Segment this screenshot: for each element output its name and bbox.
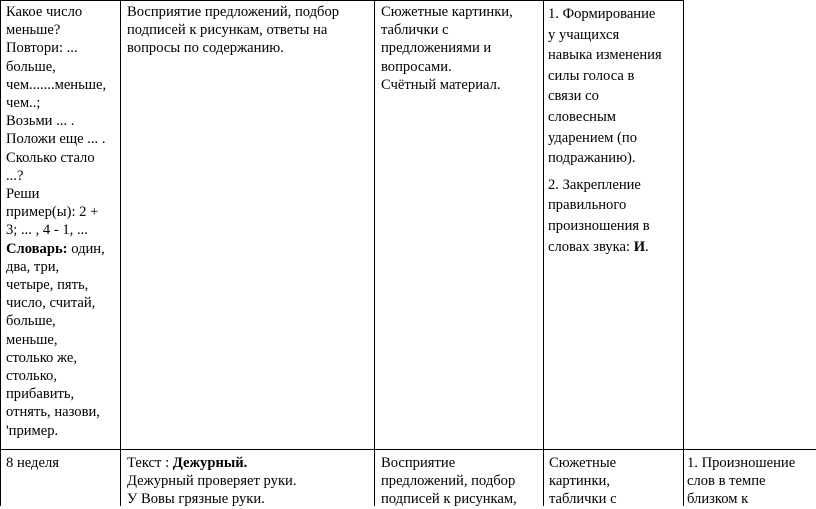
- goal-item-2: [548, 175, 680, 257]
- row2-col2-cell: [127, 454, 367, 509]
- text-prefix: Текст :: [127, 455, 173, 471]
- text-line: чем..;: [6, 95, 41, 112]
- text-line: предложений, подбор: [381, 473, 516, 490]
- text-line: вопросы по содержанию.: [127, 40, 284, 57]
- column-divider-4: [683, 0, 684, 506]
- text-line: Сюжетные: [549, 455, 617, 471]
- row1-col1-cell: [6, 3, 118, 440]
- table-left-border: [0, 0, 1, 506]
- vocabulary-line: столько,: [6, 368, 57, 385]
- vocabulary-label: Словарь:: [6, 240, 68, 257]
- vocabulary-first-word: один,: [67, 240, 105, 257]
- text-line: Какое число: [6, 4, 83, 20]
- text-title-line: [127, 454, 367, 472]
- row2-col4-cell: [549, 454, 677, 509]
- column-divider-2: [374, 0, 375, 506]
- text-line: подражанию).: [548, 150, 636, 167]
- text-line: вопросами.: [381, 58, 452, 75]
- text-line: ударением (по: [548, 129, 638, 146]
- text-line: у учащихся: [548, 26, 620, 43]
- text-line: таблички с: [549, 491, 617, 508]
- row1-col2-cell: [127, 3, 367, 58]
- sound-letter: И: [633, 238, 646, 255]
- row2-col5-cell: [687, 454, 812, 509]
- text-line: Реши: [6, 186, 40, 203]
- text-line: предложениями и: [381, 40, 492, 57]
- text-line: Сюжетные картинки,: [381, 4, 513, 20]
- text-line: подписей к рисункам,: [381, 491, 517, 508]
- vocabulary-line: отнять, назови,: [6, 404, 100, 421]
- row-divider: [0, 449, 816, 450]
- text-line: слов в темпе: [687, 473, 766, 490]
- text-line: 1. Формирование: [548, 6, 656, 22]
- vocabulary-line: два, три,: [6, 258, 60, 275]
- text-line: словесным: [548, 108, 617, 125]
- text-line: ...?: [6, 167, 24, 184]
- text-line: Положи еще ... .: [6, 131, 106, 148]
- text-line: пример(ы): 2 +: [6, 204, 99, 221]
- text-line: Повтори: ...: [6, 40, 78, 57]
- text-line: силы голоса в: [548, 67, 635, 84]
- vocabulary-line: 'пример.: [6, 422, 59, 439]
- vocabulary-line: [6, 240, 118, 258]
- text-line: навыка изменения: [548, 47, 662, 64]
- text-line: произношения в: [548, 217, 650, 234]
- vocabulary-line: четыре, пять,: [6, 277, 89, 294]
- text-line: 1. Произношение: [687, 455, 796, 471]
- column-divider-3: [543, 0, 544, 506]
- text-line: таблички с: [381, 22, 449, 39]
- sound-suffix: .: [645, 238, 649, 255]
- text-line: Восприятие: [381, 455, 456, 471]
- text-line: Сколько стало: [6, 149, 95, 166]
- text-line: картинки,: [549, 473, 610, 490]
- text-line: близком к: [687, 491, 749, 508]
- text-line: [548, 237, 680, 258]
- column-divider-1: [120, 0, 121, 506]
- text-line: 2. Закрепление: [548, 176, 641, 193]
- text-line: 3; ... , 4 - 1, ...: [6, 222, 88, 239]
- text-line: меньше?: [6, 22, 61, 39]
- table-top-border: [0, 0, 684, 1]
- text-line: подписей к рисункам, ответы на: [127, 22, 328, 39]
- text-line: чем.......меньше,: [6, 76, 107, 93]
- row2-col3-cell: [381, 454, 541, 509]
- text-line: правильного: [548, 197, 627, 214]
- row1-col4-cell: [548, 4, 680, 257]
- week-label: 8 неделя: [6, 455, 59, 471]
- vocabulary-line: число, считай,: [6, 295, 96, 312]
- text-line: Счётный материал.: [381, 76, 501, 93]
- vocabulary-line: прибавить,: [6, 386, 75, 403]
- vocabulary-line: меньше,: [6, 331, 58, 348]
- vocabulary-line: больше,: [6, 313, 56, 330]
- row1-col1-lines: [6, 3, 118, 240]
- vocabulary-line: столько же,: [6, 349, 78, 366]
- row1-col3-cell: [381, 3, 531, 94]
- sound-prefix: словах звука:: [548, 238, 634, 255]
- goal-item-1: [548, 4, 680, 169]
- text-line: Возьми ... .: [6, 113, 75, 130]
- text-line: Восприятие предложений, подбор: [127, 4, 340, 20]
- row2-col1-cell: [6, 454, 118, 472]
- text-line: связи со: [548, 88, 599, 105]
- text-line: Дежурный проверяет руки.: [127, 473, 297, 490]
- text-line: больше,: [6, 58, 56, 75]
- text-line: У Вовы грязные руки.: [127, 491, 265, 508]
- text-title: Дежурный.: [172, 455, 248, 471]
